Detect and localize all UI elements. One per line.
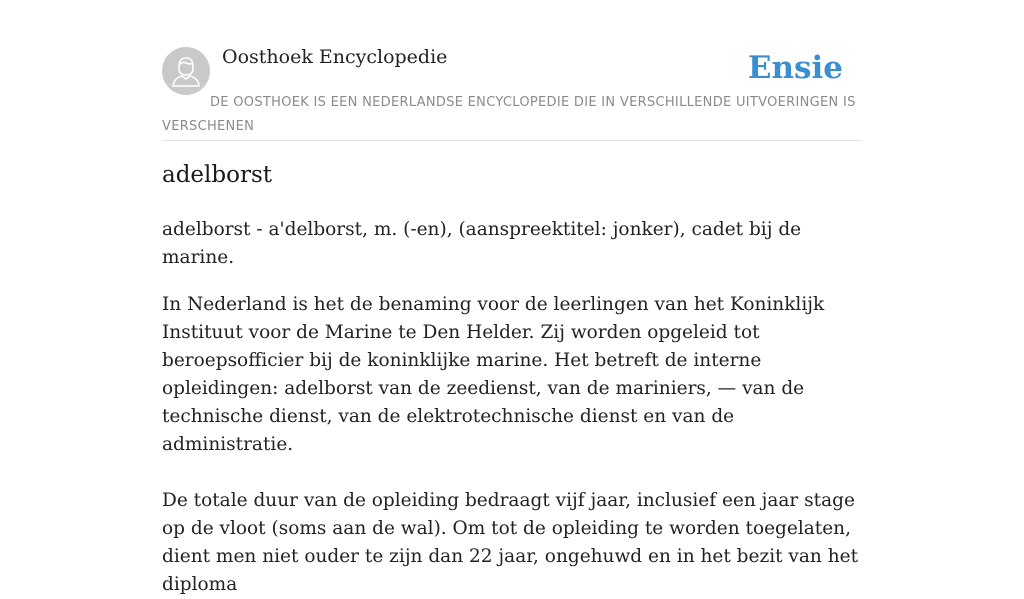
article-paragraph-2: De totale duur van de opleiding bedraagt vijf jaar, inclusief een jaar stage op de vloot (soms aan de wal). Om tot de opleiding te worden toegelaten, dient men niet ouder te zijn dan 22 jaar, ongehuwd en in het bezit van het diploma (162, 490, 859, 595)
article-title: adelborst (162, 162, 273, 188)
header (162, 40, 862, 141)
author-name-link[interactable]: Oosthoek Encyclopedie (222, 46, 448, 68)
article-content (162, 216, 862, 599)
author-tagline: DE OOSTHOEK IS EEN NEDERLANDSE ENCYCLOPEDIE DIE IN VERSCHILLENDE UITVOERINGEN IS VERSCHENEN (162, 95, 856, 134)
article-definition: adelborst - a'delborst, m. (-en), (aanspreektitel: jonker), cadet bij de marine. (162, 219, 802, 268)
article-paragraph-1: In Nederland is het de benaming voor de leerlingen van het Koninklijk Instituut voor de Marine te Den Helder. Zij worden opgeleid tot beroepsofficier bij de koninklijke marine. Het betreft de interne opleidingen: adelborst van de zeedienst, van de mariniers, — van de technische dienst, van de elektrotechnische dienst en van de administratie. (162, 294, 825, 455)
ensie-logo[interactable]: Ensie (747, 50, 843, 86)
user-avatar-icon[interactable] (162, 47, 210, 95)
